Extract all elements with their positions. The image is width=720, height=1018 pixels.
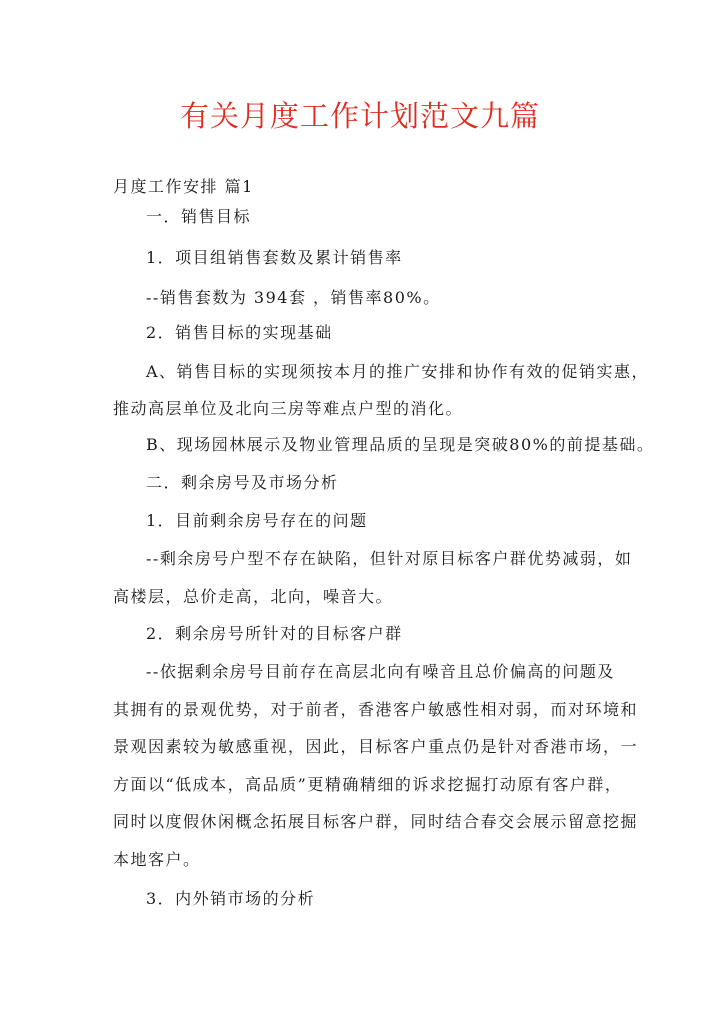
- paragraph-line: --销售套数为 394套 ，销售率80%。: [146, 288, 441, 307]
- paragraph-line: B、现场园林展示及物业管理品质的呈现是突破80%的前提基础。: [146, 435, 655, 454]
- subheading: 1．项目组销售套数及累计销售率: [146, 248, 403, 267]
- heading-remaining-units: 二．剩余房号及市场分析: [146, 473, 339, 492]
- paragraph-line: 高楼层，总价走高，北向，噪音大。: [113, 587, 394, 606]
- paragraph-line: 同时以度假休闲概念拓展目标客户群，同时结合春交会展示留意挖掘: [113, 812, 639, 831]
- paragraph-line: A、销售目标的实现须按本月的推广安排和协作有效的促销实惠，: [146, 362, 650, 381]
- paragraph-line: 推动高层单位及北向三房等难点户型的消化。: [113, 399, 464, 418]
- heading-sales-target: 一．销售目标: [146, 207, 252, 226]
- paragraph-line: 方面以“低成本，高品质”更精确精细的诉求挖掘打动原有客户群，: [113, 775, 623, 794]
- document-title: 有关月度工作计划范文九篇: [179, 99, 540, 133]
- section-heading: 月度工作安排 篇1: [113, 177, 254, 196]
- subheading: 2．销售目标的实现基础: [146, 323, 333, 342]
- paragraph-line: 本地客户。: [113, 850, 201, 869]
- paragraph-line: 景观因素较为敏感重视，因此，目标客户重点仍是针对香港市场，一: [113, 737, 639, 756]
- paragraph-line: --剩余房号户型不存在缺陷，但针对原目标客户群优势减弱，如: [146, 549, 633, 568]
- subheading: 3．内外销市场的分析: [146, 889, 316, 908]
- subheading: 1．目前剩余房号存在的问题: [146, 511, 368, 530]
- paragraph-line: --依据剩余房号目前存在高层北向有噪音且总价偏高的问题及: [146, 662, 615, 681]
- paragraph-line: 其拥有的景观优势，对于前者，香港客户敏感性相对弱，而对环境和: [113, 700, 639, 719]
- subheading: 2．剩余房号所针对的目标客户群: [146, 624, 403, 643]
